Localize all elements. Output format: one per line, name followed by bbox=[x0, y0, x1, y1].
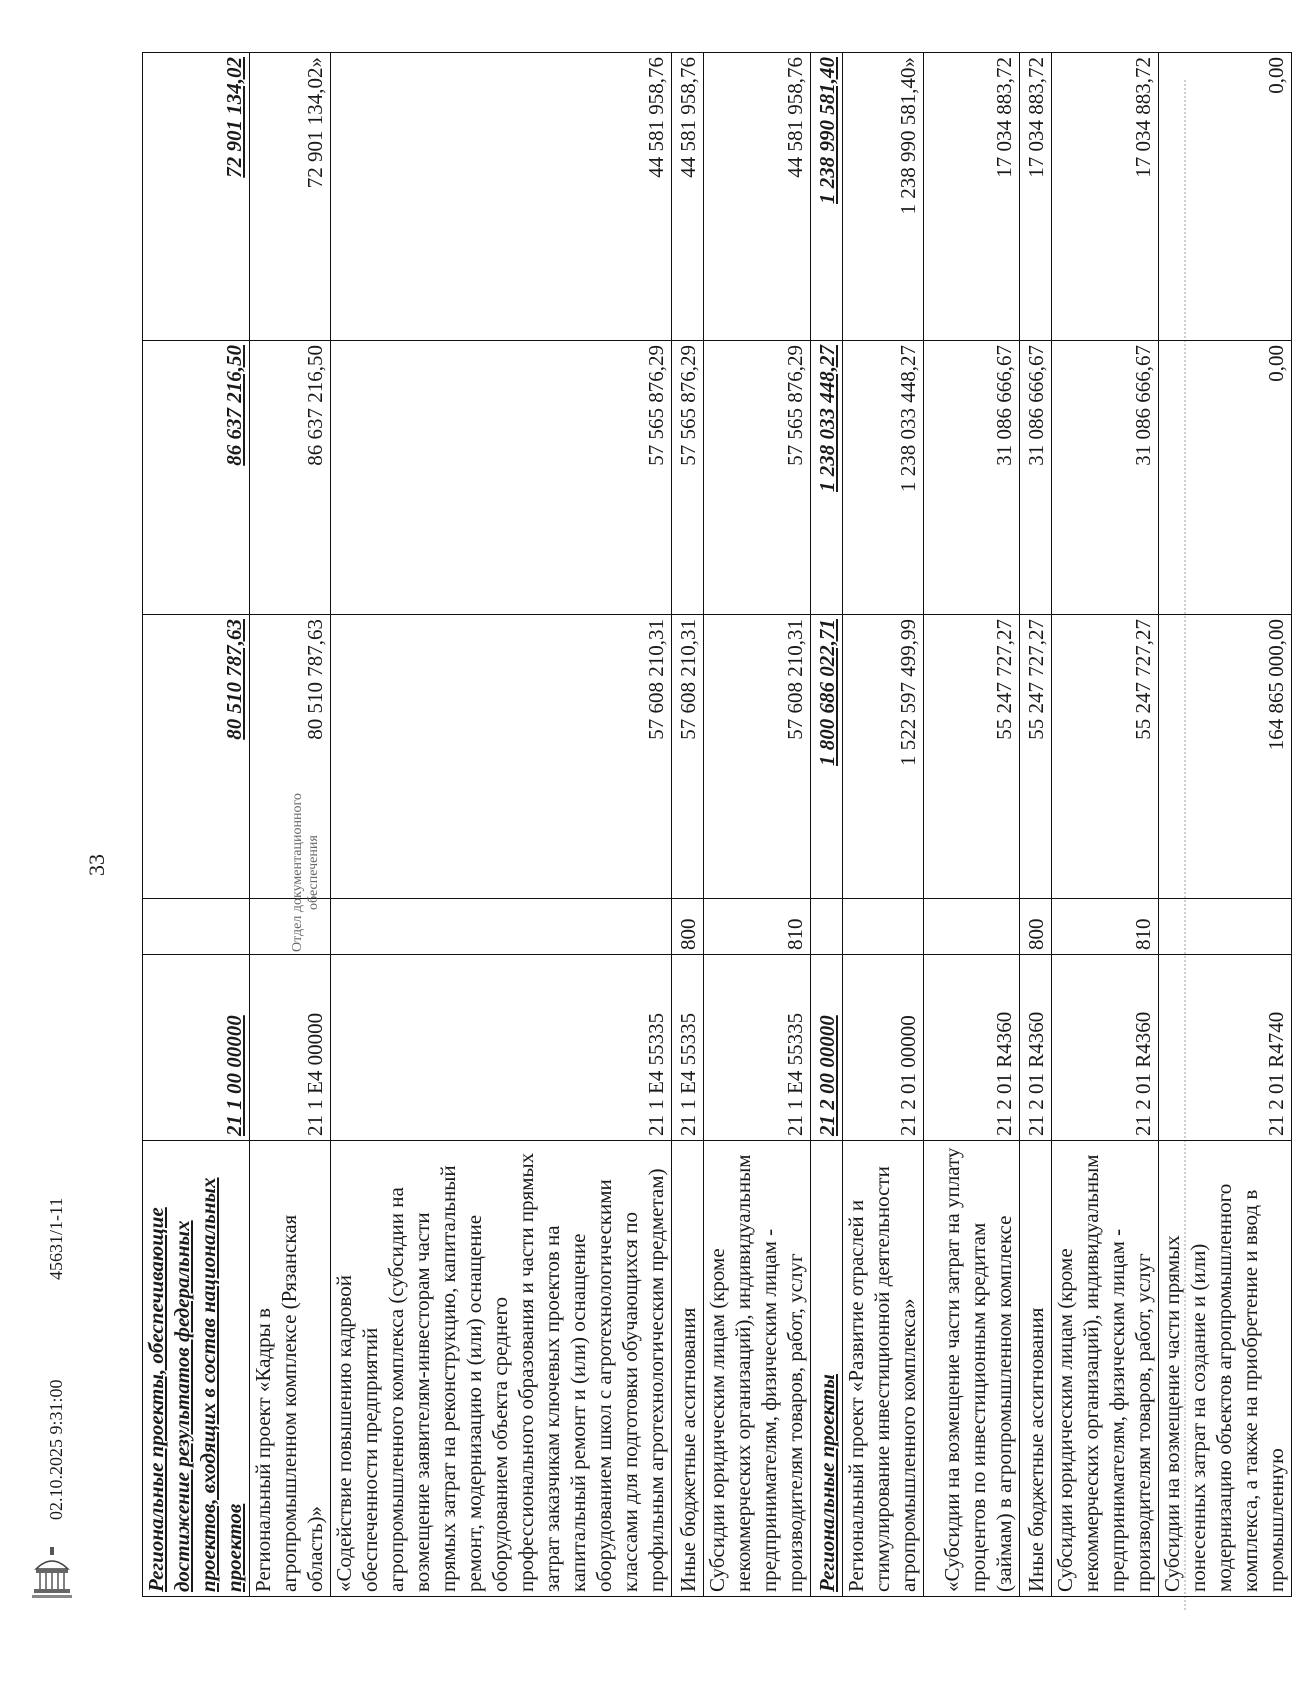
amount-year1-cell bbox=[843, 615, 924, 899]
page-number: 33 bbox=[84, 854, 109, 876]
amount-year2-text: 86 637 216,50 bbox=[222, 345, 246, 466]
target-code-cell bbox=[924, 955, 1020, 1141]
target-code-text: 21 2 01 R4360 bbox=[1131, 1011, 1155, 1136]
amount-year2-cell bbox=[672, 341, 704, 615]
amount-year3-text: 1 238 990 581,40» bbox=[896, 57, 920, 215]
expense-type-text: 800 bbox=[676, 918, 700, 950]
amount-year1-cell bbox=[704, 615, 811, 899]
table-row bbox=[672, 53, 704, 1597]
expense-type-cell bbox=[143, 899, 250, 955]
expense-type-cell bbox=[704, 899, 811, 955]
amount-year2-cell bbox=[811, 341, 843, 615]
amount-year2-text: 31 086 666,67 bbox=[1024, 345, 1048, 466]
target-code-text: 21 2 00 00000 bbox=[815, 1015, 839, 1136]
amount-year3-cell bbox=[811, 53, 843, 341]
amount-year3-cell bbox=[331, 53, 672, 341]
target-code-text: 21 1 Е4 55335 bbox=[644, 1012, 668, 1136]
amount-year2-cell bbox=[250, 341, 331, 615]
target-code-text: 21 2 01 R4360 bbox=[1024, 1011, 1048, 1136]
amount-year2-text: 57 565 876,29 bbox=[783, 345, 807, 466]
row-name-cell bbox=[843, 1141, 924, 1597]
target-code-text: 21 1 Е4 00000 bbox=[303, 1012, 327, 1136]
stamp-line-2: обеспечения bbox=[306, 835, 321, 910]
amount-year3-text: 17 034 883,72 bbox=[1131, 57, 1155, 178]
amount-year1-cell bbox=[143, 615, 250, 899]
row-name-text: Региональные проекты bbox=[815, 1374, 839, 1592]
amount-year2-cell bbox=[143, 341, 250, 615]
row-name-cell bbox=[1020, 1141, 1052, 1597]
row-name-text: «Субсидии на возмещение части затрат на уплату процентов по инвестиционным кредитам (займам) в агропромышленном комплексе bbox=[940, 1147, 1016, 1592]
target-code-text: 21 1 Е4 55335 bbox=[783, 1012, 807, 1136]
table-row bbox=[704, 53, 811, 1597]
target-code-text: 21 2 01 R4360 bbox=[992, 1011, 1016, 1136]
amount-year2-text: 31 086 666,67 bbox=[1131, 345, 1155, 466]
target-code-cell bbox=[1159, 955, 1292, 1141]
expense-type-cell bbox=[924, 899, 1020, 955]
amount-year2-cell bbox=[1020, 341, 1052, 615]
amount-year3-text: 44 581 958,76 bbox=[644, 57, 668, 178]
row-name-text: Иные бюджетные ассигнования bbox=[676, 1307, 700, 1592]
amount-year1-text: 57 608 210,31 bbox=[676, 619, 700, 740]
expense-type-cell bbox=[1052, 899, 1159, 955]
amount-year1-text: 55 247 727,27 bbox=[1131, 619, 1155, 740]
amount-year3-text: 17 034 883,72 bbox=[992, 57, 1016, 178]
target-code-cell bbox=[331, 955, 672, 1141]
expense-type-cell bbox=[811, 899, 843, 955]
expense-type-cell bbox=[672, 899, 704, 955]
government-building-icon bbox=[30, 1545, 74, 1601]
amount-year3-text: 44 581 958,76 bbox=[783, 57, 807, 178]
table-row bbox=[1020, 53, 1052, 1597]
amount-year1-cell bbox=[672, 615, 704, 899]
expense-type-cell bbox=[843, 899, 924, 955]
table-row bbox=[924, 53, 1020, 1597]
stamp-line-1: Отдел документационного bbox=[290, 793, 305, 952]
amount-year2-cell bbox=[1159, 341, 1292, 615]
row-name-cell bbox=[250, 1141, 331, 1597]
amount-year1-cell bbox=[1020, 615, 1052, 899]
table-row bbox=[143, 53, 250, 1597]
row-name-cell bbox=[143, 1141, 250, 1597]
target-code-cell bbox=[811, 955, 843, 1141]
table-row bbox=[331, 53, 672, 1597]
amount-year1-text: 80 510 787,63 bbox=[303, 619, 327, 740]
amount-year2-text: 31 086 666,67 bbox=[992, 345, 1016, 466]
target-code-cell bbox=[250, 955, 331, 1141]
target-code-cell bbox=[672, 955, 704, 1141]
amount-year3-text: 17 034 883,72 bbox=[1024, 57, 1048, 178]
target-code-text: 21 2 01 R4740 bbox=[1264, 1011, 1288, 1136]
table-row bbox=[811, 53, 843, 1597]
target-code-cell bbox=[843, 955, 924, 1141]
row-name-text: «Содействие повышению кадровой обеспеченности предприятий агропромышленного комплекса (субсидии на возмещение заявителям-инвесторам части прямых затрат на реконструкцию, капитальный ремонт, модернизацию и (или) оснащение оборудованием объекта среднего профессионального образования и части прямых затрат заказчикам ключевых проектов на капитальный ремонт и (или) оснащение оборудованием школ с агротехнологическими классами для подготовки обучающихся по профильным агротехнологическим предметам) bbox=[332, 1152, 668, 1592]
row-name-cell bbox=[672, 1141, 704, 1597]
amount-year3-cell bbox=[143, 53, 250, 341]
row-name-cell bbox=[811, 1141, 843, 1597]
amount-year1-text: 57 608 210,31 bbox=[644, 619, 668, 740]
target-code-cell bbox=[1052, 955, 1159, 1141]
row-name-cell bbox=[1052, 1141, 1159, 1597]
row-name-text: Субсидии на возмещение части прямых понесенных затрат на создание и (или) модернизацию объектов агропромышленного комплекса, а также на приобретение и ввод в промышленную bbox=[1160, 1183, 1288, 1592]
row-name-text: Региональный проект «Развитие отраслей и стимулирование инвестиционной деятельности агропромышленного комплекса» bbox=[844, 1166, 920, 1592]
amount-year3-cell bbox=[250, 53, 331, 341]
amount-year3-text: 1 238 990 581,40 bbox=[815, 57, 839, 204]
target-code-text: 21 2 01 00000 bbox=[896, 1015, 920, 1136]
amount-year2-text: 1 238 033 448,27 bbox=[896, 345, 920, 492]
table-row bbox=[1052, 53, 1159, 1597]
amount-year3-text: 0,00 bbox=[1264, 57, 1288, 94]
row-name-text: Региональные проекты, обеспечивающие достижение результатов федеральных проектов, входящих в состав национальных проектов bbox=[144, 1177, 246, 1592]
footer-doc-code: 45631/1-11 bbox=[46, 1197, 66, 1280]
amount-year2-text: 57 565 876,29 bbox=[644, 345, 668, 466]
expense-type-cell bbox=[1159, 899, 1292, 955]
amount-year2-cell bbox=[843, 341, 924, 615]
amount-year3-text: 72 901 134,02» bbox=[303, 57, 327, 189]
row-name-text: Субсидии юридическим лицам (кроме некоммерческих организаций), индивидуальным предпринимателям, физическим лицам - производителям товаров, работ, услуг bbox=[1053, 1154, 1155, 1592]
amount-year3-text: 44 581 958,76 bbox=[676, 57, 700, 178]
target-code-text: 21 1 Е4 55335 bbox=[676, 1012, 700, 1136]
amount-year3-cell bbox=[1159, 53, 1292, 341]
amount-year2-cell bbox=[704, 341, 811, 615]
amount-year2-text: 86 637 216,50 bbox=[303, 345, 327, 466]
amount-year2-text: 0,00 bbox=[1264, 345, 1288, 382]
amount-year1-text: 164 865 000,00 bbox=[1264, 619, 1288, 751]
amount-year1-text: 1 522 597 499,99 bbox=[896, 619, 920, 766]
expense-type-text: 810 bbox=[783, 918, 807, 950]
table-row bbox=[1159, 53, 1292, 1597]
expense-type-text: 800 bbox=[1024, 918, 1048, 950]
amount-year1-text: 1 800 686 022,71 bbox=[815, 619, 839, 766]
row-name-cell bbox=[924, 1141, 1020, 1597]
amount-year1-cell bbox=[811, 615, 843, 899]
amount-year1-text: 55 247 727,27 bbox=[1024, 619, 1048, 740]
amount-year3-cell bbox=[672, 53, 704, 341]
amount-year2-text: 57 565 876,29 bbox=[676, 345, 700, 466]
expense-type-text: 810 bbox=[1131, 918, 1155, 950]
amount-year2-cell bbox=[331, 341, 672, 615]
amount-year2-text: 1 238 033 448,27 bbox=[815, 345, 839, 492]
row-name-text: Субсидии юридическим лицам (кроме некоммерческих организаций), индивидуальным предпринимателям, физическим лицам - производителям товаров, работ, услуг bbox=[705, 1154, 807, 1592]
target-code-text: 21 1 00 00000 bbox=[222, 1015, 246, 1136]
row-name-text: Региональный проект «Кадры в агропромышленном комплексе (Рязанская область)» bbox=[251, 1214, 327, 1592]
amount-year2-cell bbox=[924, 341, 1020, 615]
amount-year3-cell bbox=[843, 53, 924, 341]
amount-year3-cell bbox=[1052, 53, 1159, 341]
amount-year1-cell bbox=[1052, 615, 1159, 899]
expense-type-cell bbox=[331, 899, 672, 955]
row-name-cell bbox=[331, 1141, 672, 1597]
amount-year3-text: 72 901 134,02 bbox=[222, 57, 246, 178]
amount-year3-cell bbox=[704, 53, 811, 341]
target-code-cell bbox=[143, 955, 250, 1141]
row-name-text: Иные бюджетные ассигнования bbox=[1024, 1307, 1048, 1592]
amount-year1-text: 55 247 727,27 bbox=[992, 619, 1016, 740]
amount-year1-cell bbox=[924, 615, 1020, 899]
amount-year3-cell bbox=[924, 53, 1020, 341]
amount-year1-cell bbox=[331, 615, 672, 899]
amount-year3-cell bbox=[1020, 53, 1052, 341]
target-code-cell bbox=[1020, 955, 1052, 1141]
row-name-cell bbox=[704, 1141, 811, 1597]
expense-type-cell bbox=[1020, 899, 1052, 955]
row-name-cell bbox=[1159, 1141, 1292, 1597]
department-stamp bbox=[290, 793, 322, 952]
amount-year1-cell bbox=[1159, 615, 1292, 899]
amount-year2-cell bbox=[1052, 341, 1159, 615]
amount-year1-text: 80 510 787,63 bbox=[222, 619, 246, 740]
target-code-cell bbox=[704, 955, 811, 1141]
footer-date: 02.10.2025 9:31:00 bbox=[46, 1379, 66, 1520]
amount-year1-text: 57 608 210,31 bbox=[783, 619, 807, 740]
table-row bbox=[843, 53, 924, 1597]
